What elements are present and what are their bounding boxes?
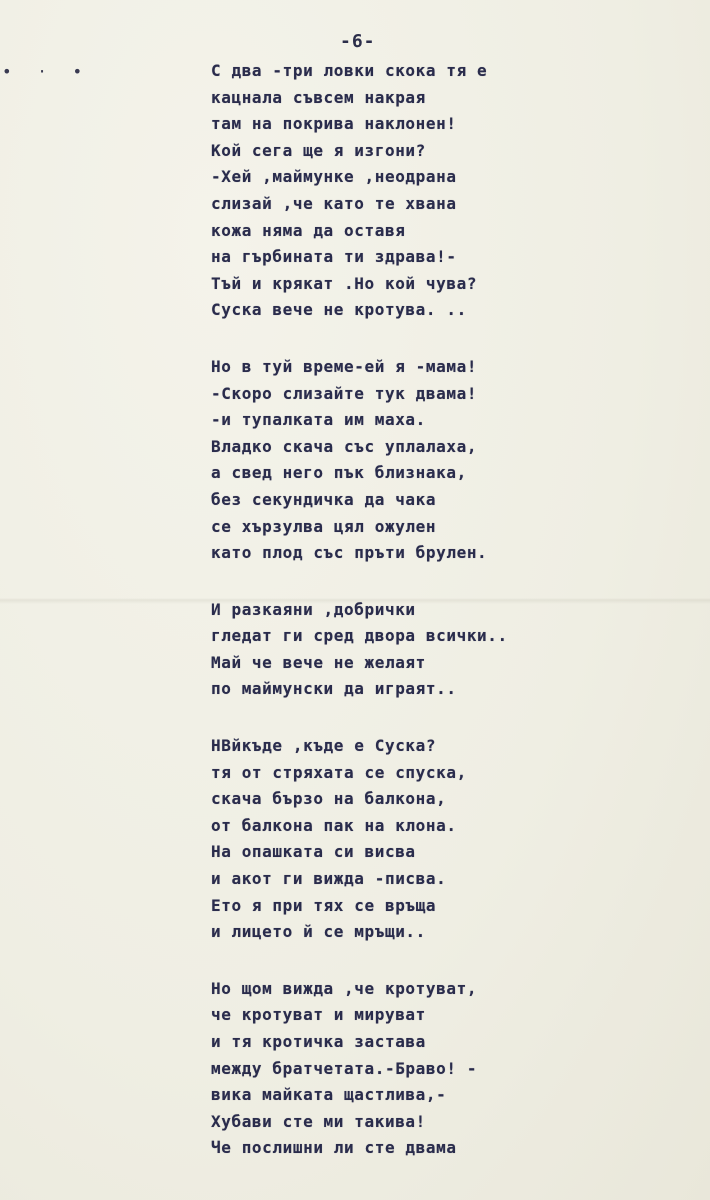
poem-line: от балкона пак на клона. — [211, 815, 457, 835]
poem-line: Владко скача със уплалаха, — [211, 436, 478, 456]
poem-line: между братчетата.-Браво! - — [211, 1058, 478, 1078]
poem-line: Но в туй време-ей я -мама! — [211, 356, 478, 376]
poem-line: и лицето й се мръщи.. — [211, 922, 426, 942]
poem-line: На опашката си висва — [211, 842, 416, 862]
poem-line: вика майката щастлива,- — [211, 1085, 447, 1105]
poem-line: като плод със пръти брулен. — [211, 543, 488, 563]
poem-line: по маймунски да играят.. — [211, 679, 457, 699]
poem-line: Кой сега ще я изгони? — [211, 140, 426, 160]
poem-line: и акот ги вижда -писва. — [211, 869, 447, 889]
page-number: -6- — [340, 31, 376, 52]
poem-line: Хубави сте ми такива! — [211, 1111, 426, 1131]
poem-line: Суска вече не кротува. .. — [211, 300, 467, 320]
poem-line: и тя кротичка застава — [211, 1032, 426, 1051]
poem-line: НВйкъде ,къде е Суска? — [211, 736, 437, 756]
poem-line: там на покрива наклонен! — [211, 114, 457, 134]
poem-line: -Скоро слизайте тук двама! — [211, 383, 478, 403]
poem-line: скача бързо на балкона, — [211, 789, 447, 809]
poem-line: Май че вече не желаят — [211, 652, 426, 672]
margin-marks: • · • — [2, 62, 91, 81]
poem-body — [211, 58, 701, 1192]
poem-line: кацнала съвсем накрая — [211, 87, 426, 107]
poem-line: на гърбината ти здрава!- — [211, 247, 457, 267]
poem-line: а свед него пък близнака, — [211, 463, 467, 483]
poem-line: Че послишни ли сте двама — [211, 1138, 457, 1158]
poem-line: тя от стряхата се спуска, — [211, 762, 467, 782]
stanza-4 — [211, 733, 701, 946]
poem-line: че кротуват и мируват — [211, 1005, 426, 1025]
poem-line: Тъй и крякат .Но кой чува? — [211, 273, 478, 293]
stanza-2 — [211, 354, 701, 567]
poem-line: Но щом вижда ,че кротуват, — [211, 978, 478, 998]
stanza-1 — [211, 58, 701, 324]
poem-line: гледат ги сред двора всички.. — [211, 626, 508, 646]
poem-line: -и тупалката им маха. — [211, 410, 426, 430]
poem-line: И разкаяни ,добрички — [211, 599, 416, 619]
poem-line: С два -три ловки скока тя е — [211, 61, 488, 80]
poem-line: без секундичка да чака — [211, 489, 437, 509]
poem-line: се хързулва цял ожулен — [211, 516, 437, 536]
poem-line: Ето я при тях се връща — [211, 895, 437, 915]
stanza-5 — [211, 976, 701, 1162]
poem-line: кожа няма да оставя — [211, 220, 406, 240]
poem-line: слизай ,че като те хвана — [211, 193, 457, 213]
stanza-3 — [211, 597, 701, 703]
poem-line: -Хей ,маймунке ,неодрана — [211, 167, 457, 187]
